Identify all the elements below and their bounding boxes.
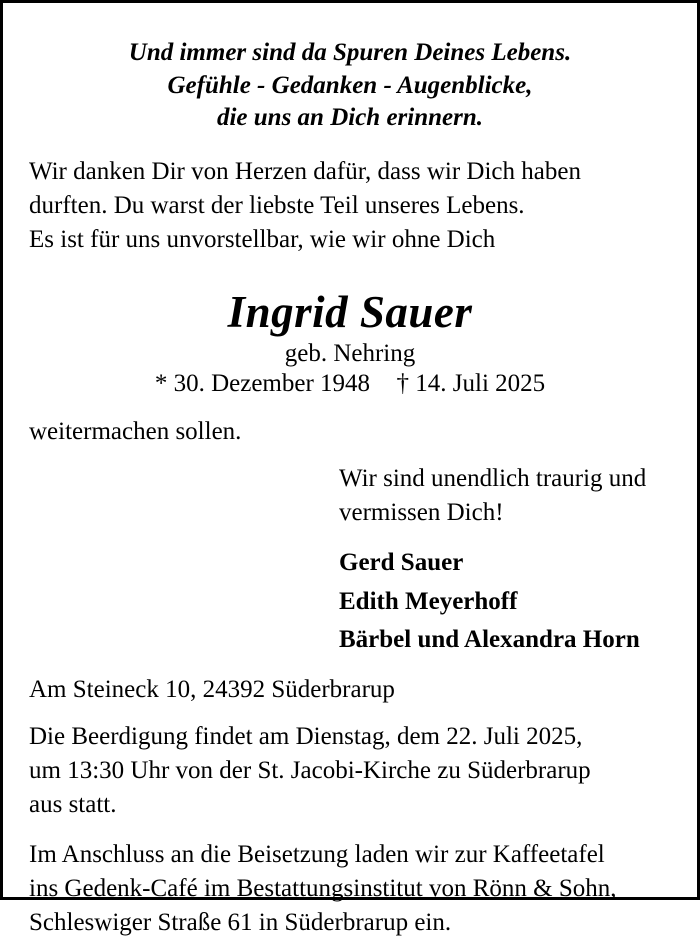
verse-line-3: die uns an Dich erinnern. — [216, 104, 484, 131]
verse-line-2: Gefühle - Gedanken - Augenblicke, — [167, 71, 533, 99]
funeral-line-1: Die Beerdigung findet am Dienstag, dem 22. Juli 2025, — [29, 723, 583, 750]
mourners-list — [339, 544, 671, 660]
intro-text — [29, 155, 671, 257]
reception-line-2: ins Gedenk-Café im Bestattungsinstitut von Rönn & Sohn, — [29, 875, 617, 902]
closing-line-2: vermissen Dich! — [339, 498, 504, 526]
mourner-3: Bärbel und Alexandra Horn — [339, 626, 640, 654]
intro-line-1: Wir danken Dir von Herzen dafür, dass wir Dich haben — [29, 157, 581, 185]
funeral-line-3: aus statt. — [29, 791, 117, 818]
life-dates — [29, 370, 671, 398]
birth-date: * 30. Dezember 1948 — [154, 369, 371, 397]
verse-line-1: Und immer sind da Spuren Deines Lebens. — [128, 39, 572, 66]
memorial-verse — [29, 37, 671, 135]
reception-details — [29, 838, 671, 940]
reception-line-3: Schleswiger Straße 61 in Süderbrarup ein. — [29, 909, 452, 936]
intro-line-3: Es ist für uns unvorstellbar, wie wir ohne Dich — [29, 225, 496, 253]
closing-text — [339, 462, 671, 530]
mourner-1: Gerd Sauer — [339, 548, 464, 576]
funeral-details — [29, 720, 671, 822]
family-address: Am Steineck 10, 24392 Süderbrarup — [29, 676, 395, 703]
mourner-2: Edith Meyerhoff — [339, 587, 518, 615]
continuation-text: weitermachen sollen. — [29, 417, 242, 445]
funeral-line-2: um 13:30 Uhr von der St. Jacobi-Kirche zu Süderbrarup — [29, 757, 591, 784]
reception-line-1: Im Anschluss an die Beisetzung laden wir zur Kaffeetafel — [29, 841, 605, 868]
death-date: † 14. Juli 2025 — [396, 369, 546, 397]
closing-line-1: Wir sind unendlich traurig und — [339, 464, 647, 492]
intro-line-2: durften. Du warst der liebste Teil unseres Lebens. — [29, 191, 525, 219]
deceased-name: Ingrid Sauer — [227, 286, 473, 337]
maiden-name: geb. Nehring — [284, 339, 416, 367]
